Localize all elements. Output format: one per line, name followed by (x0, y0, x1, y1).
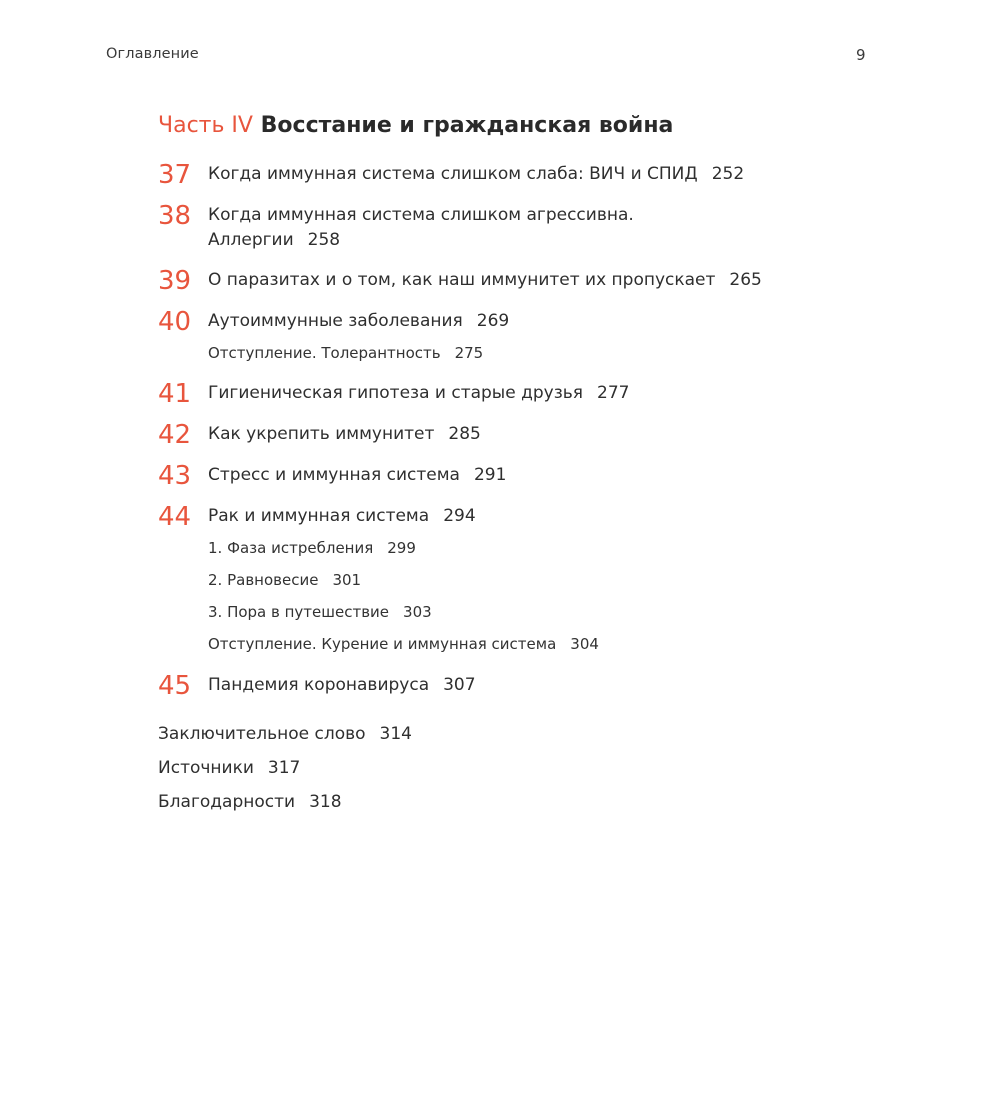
chapter-title-text: Гигиеническая гипотеза и старые друзья (208, 383, 583, 403)
back-matter-entry[interactable] (158, 792, 342, 812)
subentry-title: 3. Пора в путешествие (208, 603, 390, 621)
chapter-title (208, 268, 762, 293)
chapter-number: 40 (158, 307, 192, 337)
chapter-number: 39 (158, 266, 192, 296)
chapter-number: 43 (158, 461, 192, 491)
back-matter-title: Заключительное слово (158, 724, 366, 744)
chapter-title (208, 463, 506, 488)
part-label: Часть IV (158, 113, 253, 138)
chapter-title (208, 422, 481, 447)
chapter-number: 42 (158, 420, 192, 450)
back-matter-entry[interactable] (158, 724, 412, 744)
chapter-title-text: Рак и иммунная система (208, 506, 430, 526)
chapter-page: 277 (597, 383, 630, 403)
toc-subentry[interactable] (208, 344, 483, 362)
part-heading (158, 113, 673, 138)
page-number: 9 (856, 46, 866, 64)
chapter-title (208, 381, 629, 406)
subentry-page: 275 (454, 344, 484, 362)
chapter-title-text: Когда иммунная система слишком слаба: ВИЧ и СПИД (208, 164, 698, 184)
chapter-number: 38 (158, 201, 192, 231)
subentry-page: 304 (570, 635, 599, 653)
back-matter-page: 318 (309, 792, 342, 812)
chapter-title (208, 673, 476, 698)
subentry-title: Отступление. Курение и иммунная система (208, 635, 557, 653)
running-head: Оглавление (106, 46, 199, 62)
chapter-title-text: Как укрепить иммунитет (208, 424, 435, 444)
chapter-title (208, 162, 744, 187)
chapter-page: 307 (443, 675, 476, 695)
chapter-title-text: Аутоиммунные заболевания (208, 311, 463, 331)
chapter-number: 45 (158, 671, 192, 701)
back-matter-page: 314 (379, 724, 412, 744)
toc-subentry[interactable] (208, 539, 416, 557)
chapter-page: 252 (711, 164, 745, 184)
subentry-page: 301 (332, 571, 362, 589)
subentry-title: 2. Равновесие (208, 571, 319, 589)
chapter-number: 37 (158, 160, 192, 190)
chapter-title-text: О паразитах и о том, как наш иммунитет их пропускает (208, 270, 716, 290)
chapter-page: 265 (729, 270, 762, 290)
toc-subentry[interactable] (208, 603, 432, 621)
subentry-title: 1. Фаза истребления (208, 539, 374, 557)
subentry-page: 299 (387, 539, 416, 557)
subentry-page: 303 (403, 603, 432, 621)
toc-subentry[interactable] (208, 571, 361, 589)
chapter-title-text: Стресс и иммунная система (208, 465, 460, 485)
chapter-page: 285 (448, 424, 481, 444)
chapter-title-text: Пандемия коронавируса (208, 675, 430, 695)
chapter-title-line-1: Когда иммунная система слишком агрессивна. (208, 205, 634, 225)
chapter-page: 258 (307, 230, 341, 250)
part-title: Восстание и гражданская война (260, 113, 674, 138)
chapter-page: 269 (476, 311, 510, 331)
chapter-title (208, 504, 476, 529)
chapter-page: 294 (443, 506, 476, 526)
back-matter-title: Источники (158, 758, 254, 778)
chapter-title (208, 309, 509, 334)
chapter-number: 41 (158, 379, 192, 409)
back-matter-title: Благодарности (158, 792, 296, 812)
chapter-number: 44 (158, 502, 192, 532)
back-matter-page: 317 (267, 758, 301, 778)
subentry-title: Отступление. Толерантность (208, 344, 441, 362)
toc-subentry[interactable] (208, 635, 599, 653)
chapter-title-line-2: Аллергии (208, 230, 294, 250)
back-matter-entry[interactable] (158, 758, 300, 778)
chapter-title (208, 203, 634, 253)
chapter-page: 291 (473, 465, 507, 485)
